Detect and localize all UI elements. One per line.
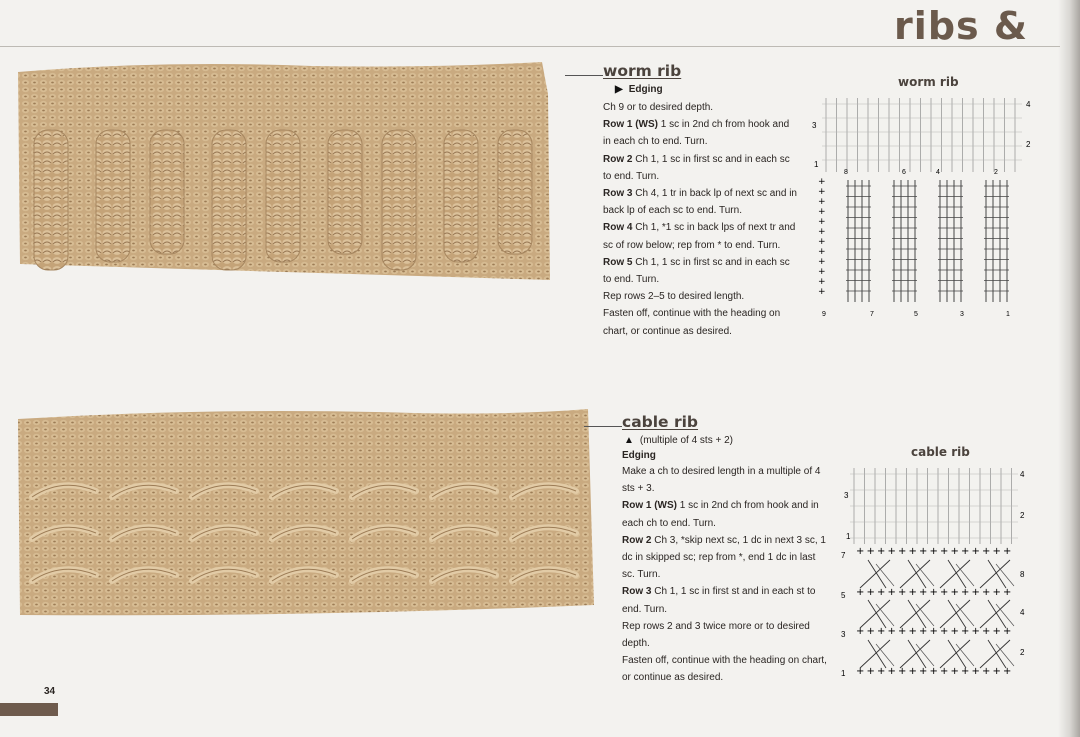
chart-sc-symbol: +: [818, 187, 826, 197]
chart-sc-symbol: +: [982, 666, 991, 677]
chart-column-number: 3: [960, 311, 964, 318]
chart-sc-symbol: +: [818, 197, 826, 207]
chart-row-label: 4: [1020, 470, 1025, 479]
chart-row-label: 2: [1026, 140, 1031, 149]
chart-sc-symbol: +: [866, 546, 875, 557]
chart-sc-symbol: +: [950, 546, 959, 557]
chart-sc-symbol: +: [898, 626, 907, 637]
chart-dc-cross: [956, 644, 974, 666]
chart-sc-symbol: +: [908, 666, 917, 677]
chart-sc-symbol: +: [982, 626, 991, 637]
chart-column-number: 6: [902, 169, 906, 176]
chart-dc-cross: [996, 644, 1014, 666]
chart-sc-symbol: +: [950, 626, 959, 637]
worm-rib-chart: [808, 92, 1040, 324]
chart-sc-symbol: +: [1003, 546, 1012, 557]
chart-sc-symbol: +: [908, 546, 917, 557]
chart-dc-cross: [868, 640, 886, 668]
instruction-step: Rep rows 2–5 to desired length.: [603, 291, 745, 303]
chart-dc-cross: [956, 564, 974, 586]
chart-sc-symbol: +: [877, 546, 886, 557]
chart-sc-symbol: +: [992, 666, 1001, 677]
chart-sc-symbol: +: [818, 267, 826, 277]
worm-rib-chart-title: worm rib: [898, 75, 959, 89]
edging-label: Edging: [622, 450, 656, 461]
instruction-step: Fasten off, continue with the heading on chart, or continue as desired.: [603, 308, 781, 337]
chart-dc-cross: [988, 600, 1006, 628]
instruction-step: Row 5 Ch 1, 1 sc in first sc and in each sc to end. Turn.: [603, 256, 790, 286]
instruction-step: Fasten off, continue with the heading on chart, or continue as desired.: [622, 655, 827, 684]
chart-dc-cross: [876, 564, 894, 586]
chart-sc-symbol: +: [1003, 666, 1012, 677]
chart-column-number: 4: [936, 169, 940, 176]
worm-ridge: [266, 130, 300, 262]
chart-dc-cross: [908, 640, 926, 668]
chart-sc-symbol: +: [961, 587, 970, 598]
chart-row-label: 1: [814, 160, 819, 169]
chart-row-label: 1: [846, 532, 851, 541]
chart-sc-symbol: +: [818, 177, 826, 187]
worm-ridge: [328, 130, 362, 254]
triangle-right-icon: ▶: [615, 84, 623, 95]
chart-dc-cross: [908, 600, 926, 628]
chart-dc-cross: [948, 640, 966, 668]
chart-dc-cross: [868, 600, 886, 628]
chart-sc-symbol: +: [992, 546, 1001, 557]
cable-rib-title: cable rib: [622, 413, 699, 431]
edging-tag: ▶ Edging: [615, 84, 663, 95]
chart-sc-symbol: +: [908, 587, 917, 598]
chart-sc-symbol: +: [950, 666, 959, 677]
chart-dc-cross: [996, 564, 1014, 586]
page-number: 34: [44, 686, 56, 697]
title-rule: [565, 75, 603, 76]
cable-rib-chart-title: cable rib: [911, 445, 970, 459]
worm-ridge: [444, 130, 478, 262]
chart-row-label: 3: [844, 491, 849, 500]
chart-sc-symbol: +: [818, 227, 826, 237]
chart-sc-symbol: +: [908, 626, 917, 637]
chart-sc-symbol: +: [971, 546, 980, 557]
chart-row-label: 4: [1026, 100, 1031, 109]
chart-dc-cross: [908, 560, 926, 588]
instruction-step: Rep rows 2 and 3 twice more or to desired depth.: [622, 620, 810, 650]
instruction-step: Make a ch to desired length in a multiple of 4 sts + 3.: [622, 466, 821, 495]
chart-row-label: 3: [812, 121, 817, 130]
chart-sc-symbol: +: [887, 666, 896, 677]
instruction-step: Row 3 Ch 1, 1 sc in first st and in each st to end. Turn.: [622, 586, 816, 615]
triangle-up-icon: ▲: [624, 435, 634, 446]
chart-sc-symbol: +: [1003, 587, 1012, 598]
chart-row-label: 4: [1020, 608, 1025, 617]
worm-rib-instructions: [603, 62, 799, 340]
chart-sc-symbol: +: [1003, 626, 1012, 637]
chart-sc-symbol: +: [929, 587, 938, 598]
instruction-step: Row 2 Ch 1, 1 sc in first sc and in each sc to end. Turn.: [603, 153, 790, 182]
worm-rib-swatch-photo: [12, 58, 557, 283]
chart-sc-symbol: +: [898, 546, 907, 557]
chart-sc-symbol: +: [866, 666, 875, 677]
chart-sc-symbol: +: [887, 587, 896, 598]
chart-dc-cross: [980, 560, 1010, 588]
chart-sc-symbol: +: [971, 587, 980, 598]
chart-sc-symbol: +: [940, 546, 949, 557]
chart-sc-symbol: +: [898, 666, 907, 677]
cable-rib-swatch-photo: [14, 405, 599, 620]
chart-dc-cross: [860, 600, 890, 628]
chart-sc-symbol: +: [877, 626, 886, 637]
chart-dc-cross: [940, 640, 970, 668]
chart-dc-cross: [916, 604, 934, 626]
worm-rib-title: worm rib: [603, 62, 682, 80]
chart-dc-cross: [940, 600, 970, 628]
multiple-tag: ▲ (multiple of 4 sts + 2): [624, 435, 733, 446]
chart-sc-symbol: +: [940, 666, 949, 677]
chart-sc-symbol: +: [887, 626, 896, 637]
chart-column-number: 9: [822, 311, 826, 318]
chart-dc-cross: [860, 640, 890, 668]
chart-dc-cross: [980, 600, 1010, 628]
chart-sc-symbol: +: [940, 587, 949, 598]
chart-dc-cross: [916, 644, 934, 666]
chart-sc-symbol: +: [818, 257, 826, 267]
chart-sc-symbol: +: [887, 546, 896, 557]
chart-sc-symbol: +: [971, 626, 980, 637]
chart-dc-cross: [980, 640, 1010, 668]
chart-sc-symbol: +: [856, 626, 865, 637]
chart-dc-cross: [900, 640, 930, 668]
chart-sc-symbol: +: [940, 626, 949, 637]
worm-ridge: [382, 130, 416, 270]
title-rule: [584, 426, 622, 427]
chart-sc-symbol: +: [919, 626, 928, 637]
chart-column-number: 5: [914, 311, 918, 318]
chart-row-label: 1: [841, 669, 846, 678]
chart-dc-cross: [860, 560, 890, 588]
chart-dc-cross: [916, 564, 934, 586]
chart-sc-symbol: +: [877, 666, 886, 677]
chart-sc-symbol: +: [929, 666, 938, 677]
chart-sc-symbol: +: [866, 587, 875, 598]
book-gutter: [1058, 0, 1080, 737]
chart-dc-cross: [900, 600, 930, 628]
chart-sc-symbol: +: [818, 277, 826, 287]
worm-ridge: [96, 130, 130, 262]
instruction-step: Row 4 Ch 1, *1 sc in back lps of next tr and sc of row below; rep from * to end. Turn.: [603, 222, 796, 251]
chart-sc-symbol: +: [919, 666, 928, 677]
chart-column-number: 8: [844, 169, 848, 176]
chart-sc-symbol: +: [818, 237, 826, 247]
instruction-step: Row 3 Ch 4, 1 tr in back lp of next sc and in back lp of each sc to end. Turn.: [603, 188, 797, 217]
chart-sc-symbol: +: [818, 207, 826, 217]
chart-sc-symbol: +: [818, 247, 826, 257]
chart-dc-cross: [988, 640, 1006, 668]
cable-rib-instructions: [622, 413, 827, 687]
worm-ridge: [34, 130, 68, 270]
chart-sc-symbol: +: [856, 546, 865, 557]
chart-sc-symbol: +: [982, 587, 991, 598]
chart-row-label: 8: [1020, 570, 1025, 579]
chart-dc-cross: [948, 600, 966, 628]
instruction-step: Row 2 Ch 3, *skip next sc, 1 dc in next 3 sc, 1 dc in skipped sc; rep from *, end 1 dc in last sc. Turn.: [622, 534, 826, 581]
chart-sc-symbol: +: [856, 666, 865, 677]
chart-dc-cross: [876, 644, 894, 666]
chart-dc-cross: [868, 560, 886, 588]
chart-sc-symbol: +: [818, 287, 826, 297]
cable-rib-chart: [838, 462, 1040, 692]
chart-sc-symbol: +: [961, 546, 970, 557]
chart-sc-symbol: +: [898, 587, 907, 598]
chart-dc-cross: [956, 604, 974, 626]
chart-dc-cross: [900, 560, 930, 588]
chart-column-number: 2: [994, 169, 998, 176]
chart-sc-symbol: +: [982, 546, 991, 557]
chart-row-label: 2: [1020, 648, 1025, 657]
chart-sc-symbol: +: [856, 587, 865, 598]
chart-row-label: 7: [841, 551, 846, 560]
chart-sc-symbol: +: [950, 587, 959, 598]
chart-dc-cross: [948, 560, 966, 588]
instruction-step: Row 1 (WS) 1 sc in 2nd ch from hook and in each ch to end. Turn.: [603, 119, 790, 148]
chart-column-number: 1: [1006, 311, 1010, 318]
worm-ridge: [498, 130, 532, 254]
chart-dc-cross: [876, 604, 894, 626]
chart-sc-symbol: +: [992, 626, 1001, 637]
instruction-step: Ch 9 or to desired depth.: [603, 102, 714, 113]
worm-ridge: [150, 130, 184, 254]
chart-row-label: 5: [841, 591, 846, 600]
chart-sc-symbol: +: [992, 587, 1001, 598]
chart-sc-symbol: +: [919, 546, 928, 557]
worm-ridge: [212, 130, 246, 270]
chart-sc-symbol: +: [818, 217, 826, 227]
chart-row-label: 2: [1020, 511, 1025, 520]
section-title: ribs &: [894, 4, 1028, 48]
chart-dc-cross: [988, 560, 1006, 588]
chart-sc-symbol: +: [877, 587, 886, 598]
chart-sc-symbol: +: [919, 587, 928, 598]
chart-column-number: 7: [870, 311, 874, 318]
page-accent-bar: [0, 703, 58, 716]
chart-sc-symbol: +: [961, 626, 970, 637]
chart-sc-symbol: +: [866, 626, 875, 637]
instruction-step: Row 1 (WS) 1 sc in 2nd ch from hook and in each ch to end. Turn.: [622, 500, 819, 529]
chart-dc-cross: [940, 560, 970, 588]
chart-dc-cross: [996, 604, 1014, 626]
chart-sc-symbol: +: [929, 626, 938, 637]
chart-sc-symbol: +: [929, 546, 938, 557]
chart-sc-symbol: +: [961, 666, 970, 677]
chart-row-label: 3: [841, 630, 846, 639]
chart-sc-symbol: +: [971, 666, 980, 677]
